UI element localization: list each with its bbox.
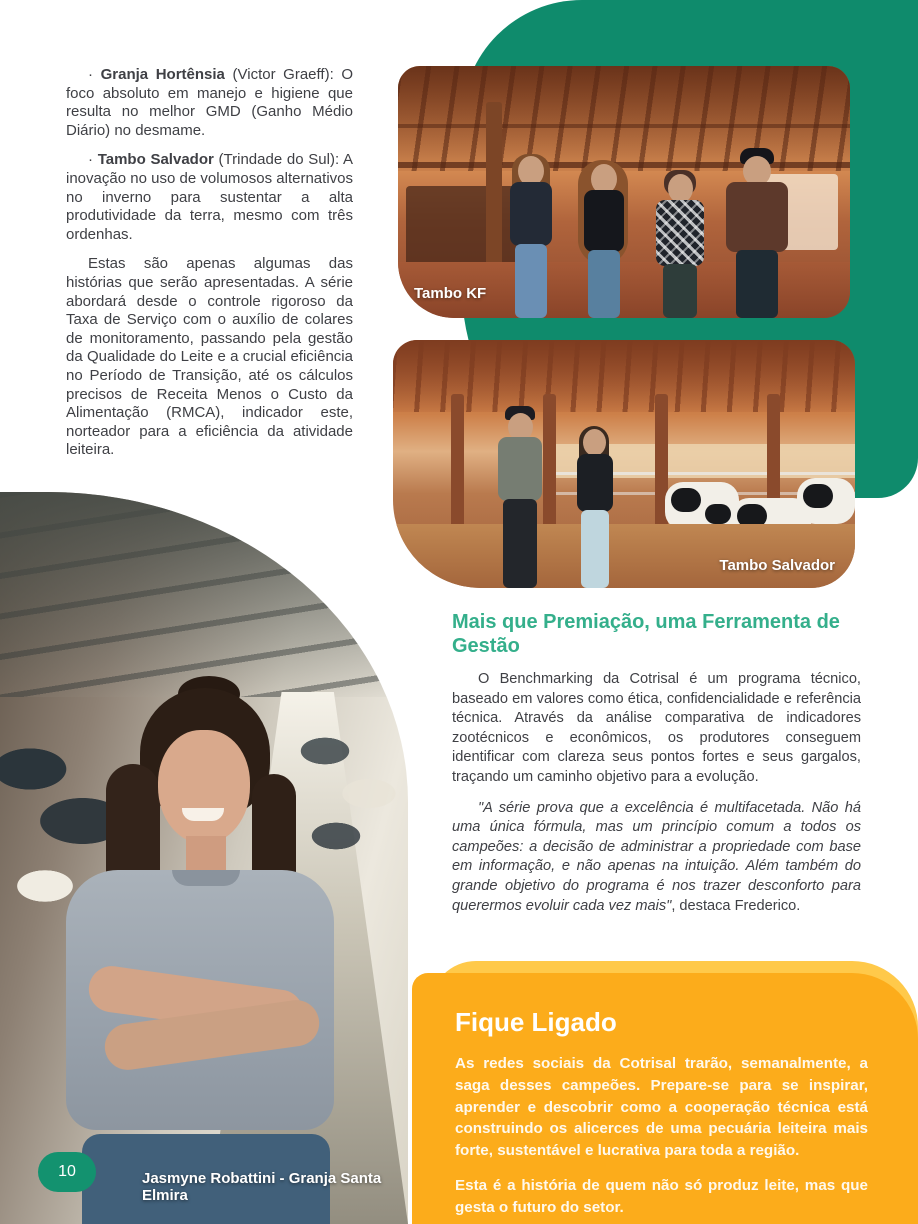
woman-smile <box>182 808 224 821</box>
photo-tambo-salvador <box>393 340 855 588</box>
person-silhouette <box>502 152 560 318</box>
paragraph-series-overview: Estas são apenas algumas das histórias que serão apresentadas. A série abordará desde o controle rigoroso da Taxa de Serviço com o auxílio de colares de monitoramento, passando pela gestão da Qualidade do Leite e a crucial eficiência no Período de Transição, até os cálculos precisos de Receita Menos o Custo da Alimentação (RMCA), indicador este, norteador para a eficiência da atividade leiteira. <box>66 255 353 459</box>
page-number-badge: 10 <box>38 1152 96 1192</box>
quote-attribution: , destaca Frederico. <box>671 897 801 914</box>
person-silhouette <box>720 148 794 318</box>
section-heading: Mais que Premiação, uma Ferramenta de Gestão <box>452 611 840 657</box>
callout-paragraph: As redes sociais da Cotrisal trarão, semanalmente, a saga desses campeões. Prepare-se para se inspirar, aprender e descobrir como a cooperação técnica está construindo os alicerces de uma pecuária leiteira mais forte, sustentável e lucrativa para toda a região. <box>455 1055 868 1160</box>
paragraph-tambo-salvador: · Tambo Salvador (Trindade do Sul): A inovação no uso de volumosos alternativos no inverno para sustentar a alta produtividade da terra, mesmo com três ordenhas. <box>66 151 353 243</box>
right-text-column <box>452 610 861 927</box>
paragraph-granja-hortensia: · Granja Hortênsia (Victor Graeff): O foco absoluto em manejo e higiene que resulta no melhor GMD (Ganho Médio Diário) no desmame. <box>66 66 354 139</box>
roof-beam <box>398 124 850 128</box>
photo-caption: Tambo KF <box>414 285 487 302</box>
woman-shirt-collar <box>172 870 240 886</box>
photo-jasmyne <box>0 492 408 1224</box>
photo-tambo-kf <box>398 66 850 318</box>
barn-roof <box>0 492 408 697</box>
photo-caption: Jasmyne Robattini - Granja Santa Elmira <box>142 1170 382 1204</box>
farm-name: Granja Hortênsia <box>93 66 225 83</box>
cow <box>797 478 855 524</box>
left-text-column <box>66 66 353 471</box>
paragraph-quote: "A série prova que a excelência é multifacetada. Não há uma única fórmula, mas um princípio comum a todos os campeões: a decisão de administrar a propriedade com base em informação, e não apenas na intuição. Além também do grande objetivo do programa é nos trazer desconforto para querermos evoluir cada vez mais", destaca Frederico. <box>452 799 861 914</box>
person-silhouette <box>574 158 634 318</box>
barn-floor <box>393 524 855 588</box>
woman-face <box>158 730 250 844</box>
photo-caption: Tambo Salvador <box>719 557 835 574</box>
callout-paragraph: Esta é a história de quem não só produz leite, mas que gesta o futuro do setor. <box>455 1176 868 1216</box>
person-silhouette <box>650 170 712 318</box>
barn-post <box>451 394 464 534</box>
woman-neck <box>186 836 226 874</box>
callout-title: Fique Ligado <box>455 1007 617 1037</box>
person-silhouette <box>489 406 549 588</box>
farm-name: Tambo Salvador <box>93 151 214 169</box>
person-silhouette <box>569 426 621 588</box>
barn-post <box>486 102 502 272</box>
paragraph-benchmarking: O Benchmarking da Cotrisal é um programa técnico, baseado em valores como ética, confidencialidade e referência técnica. Através da análise comparativa de indicadores zootécnicos e econômicos, os produtores conseguem identificar com clareza seus pontos fortes e seus gargalos, traçando um caminho objetivo para a evolução. <box>452 671 861 785</box>
cow-row <box>292 700 402 870</box>
cow <box>665 482 739 530</box>
callout-box <box>412 973 918 1224</box>
